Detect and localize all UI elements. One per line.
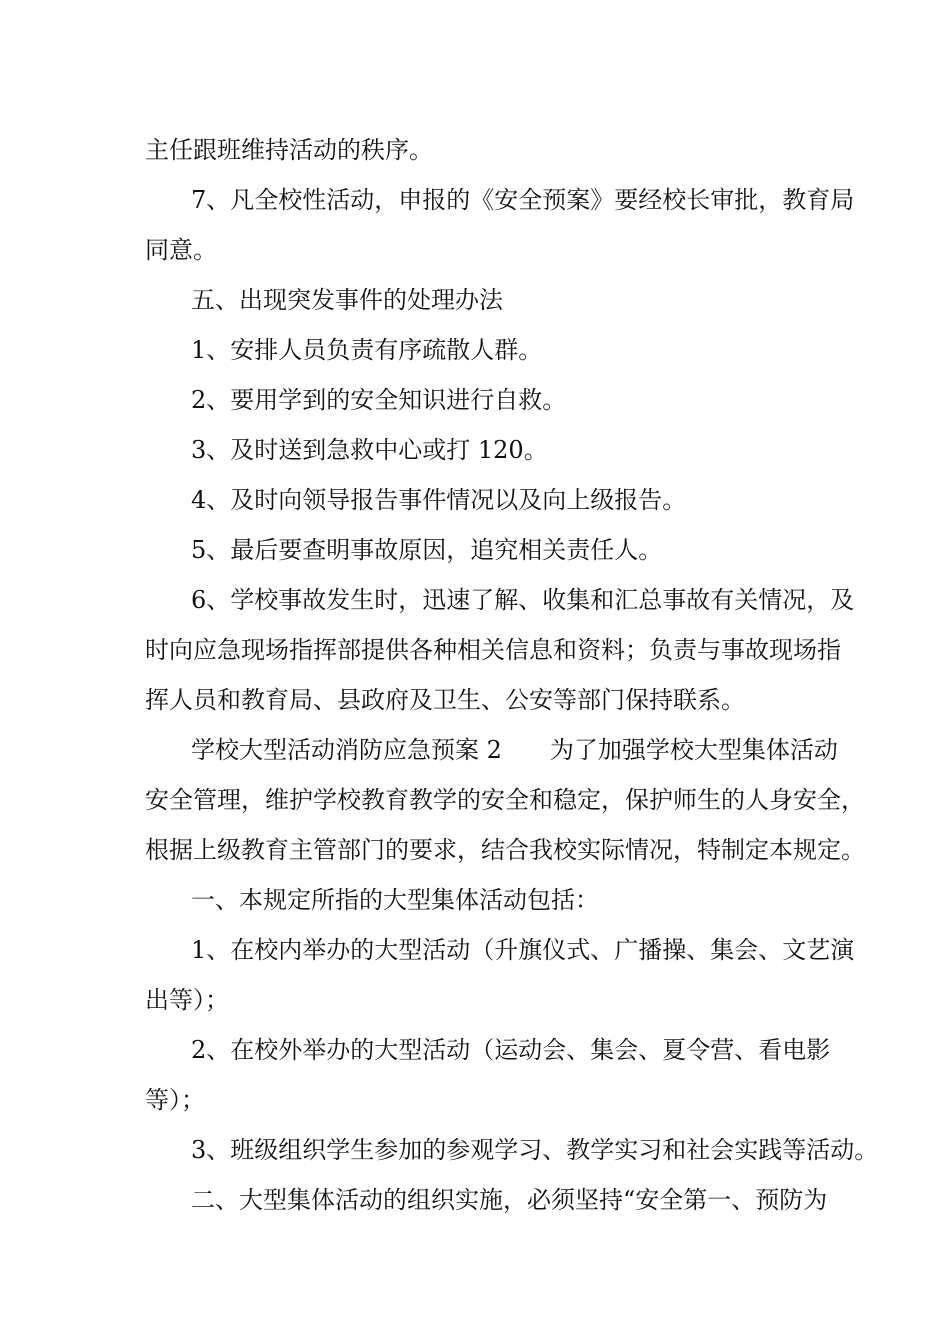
list-item: 2、要用学到的安全知识进行自救。 xyxy=(191,386,567,414)
text-line: 时向应急现场指挥部提供各种相关信息和资料；负责与事故现场指 xyxy=(145,636,841,664)
section-title-line: 学校大型活动消防应急预案 2 为了加强学校大型集体活动 xyxy=(191,736,838,764)
text-line: 等）； xyxy=(145,1086,205,1114)
text-line: 安全管理，维护学校教育教学的安全和稳定，保护师生的人身安全， xyxy=(145,786,865,814)
section-heading: 二、大型集体活动的组织实施，必须坚持“安全第一、预防为 xyxy=(191,1186,828,1214)
list-item: 2、在校外举办的大型活动（运动会、集会、夏令营、看电影 xyxy=(191,1036,831,1064)
list-item: 3、及时送到急救中心或打 120。 xyxy=(191,436,548,464)
list-item: 4、及时向领导报告事件情况以及向上级报告。 xyxy=(191,486,687,514)
text-line: 同意。 xyxy=(145,236,217,264)
text-line: 主任跟班维持活动的秩序。 xyxy=(145,136,433,164)
section-heading: 五、出现突发事件的处理办法 xyxy=(191,286,503,314)
list-item: 1、安排人员负责有序疏散人群。 xyxy=(191,336,543,364)
list-item: 3、班级组织学生参加的参观学习、教学实习和社会实践等活动。 xyxy=(191,1136,879,1164)
text-line: 出等）； xyxy=(145,986,229,1014)
text-line: 7、凡全校性活动，申报的《安全预案》要经校长审批，教育局 xyxy=(191,186,855,214)
list-item: 6、学校事故发生时，迅速了解、收集和汇总事故有关情况，及 xyxy=(191,586,855,614)
text-line: 根据上级教育主管部门的要求，结合我校实际情况，特制定本规定。 xyxy=(145,836,865,864)
list-item: 1、在校内举办的大型活动（升旗仪式、广播操、集会、文艺演 xyxy=(191,936,855,964)
list-item: 5、最后要查明事故原因，追究相关责任人。 xyxy=(191,536,663,564)
section-heading: 一、本规定所指的大型集体活动包括： xyxy=(191,886,599,914)
text-line: 挥人员和教育局、县政府及卫生、公安等部门保持联系。 xyxy=(145,686,745,714)
